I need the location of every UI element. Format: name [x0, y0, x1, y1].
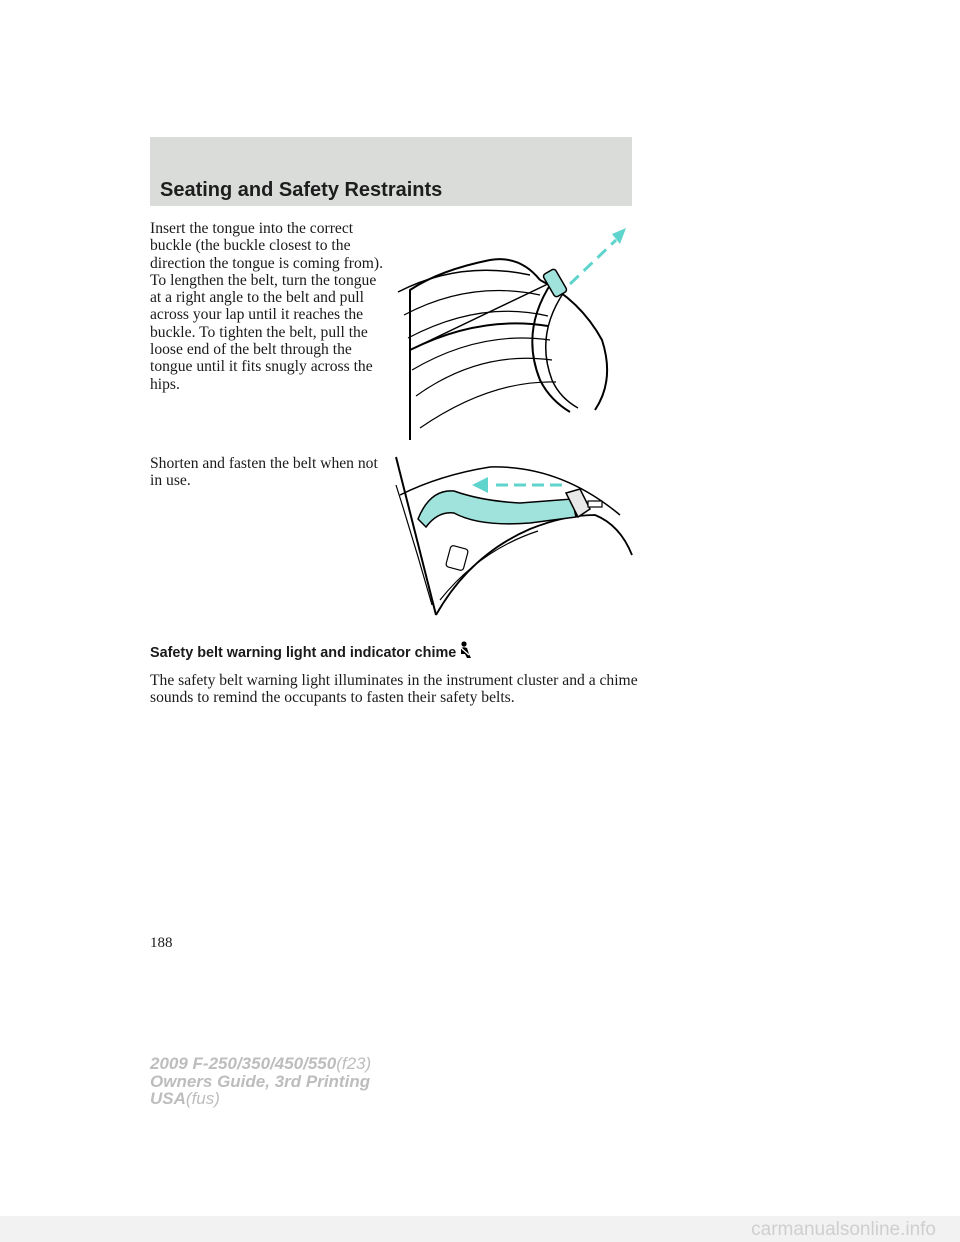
- header-band: [150, 137, 632, 206]
- footer-market-code: (fus): [185, 1089, 220, 1108]
- footer-publication-info: [150, 1055, 371, 1108]
- subheading-warning-light: [150, 641, 472, 661]
- watermark-text: carmanualsonline.info: [751, 1219, 936, 1240]
- footer-model-code: (f23): [336, 1054, 372, 1073]
- paragraph-warning-light: The safety belt warning light illuminates in the instrument cluster and a chime sounds to remind the occupants to fasten their safety belts.: [150, 672, 638, 707]
- page-number: 188: [150, 935, 173, 951]
- paragraph-buckle-instructions: Insert the tongue into the correct buckle (the buckle closest to the direction the tongue is coming from). To lengthen the belt, turn the tongue at a right angle to the belt and pull across your lap until it reaches the buckle. To tighten the belt, pull the loose end of the belt through the tongue until it fits snugly across the hips.: [150, 220, 383, 393]
- footer-market: USA: [150, 1089, 186, 1108]
- seatbelt-warning-icon: [458, 641, 472, 659]
- footer-model: 2009 F-250/350/450/550: [150, 1054, 337, 1073]
- subheading-text: Safety belt warning light and indicator chime: [150, 645, 457, 661]
- belt-shorten-illustration: [390, 455, 635, 620]
- paragraph-shorten-belt: Shorten and fasten the belt when not in use.: [150, 455, 378, 490]
- section-title: Seating and Safety Restraints: [160, 179, 443, 201]
- belt-lengthen-illustration: [380, 220, 632, 442]
- watermark-bar: [0, 1216, 960, 1242]
- footer-edition: Owners Guide, 3rd Printing: [150, 1071, 371, 1091]
